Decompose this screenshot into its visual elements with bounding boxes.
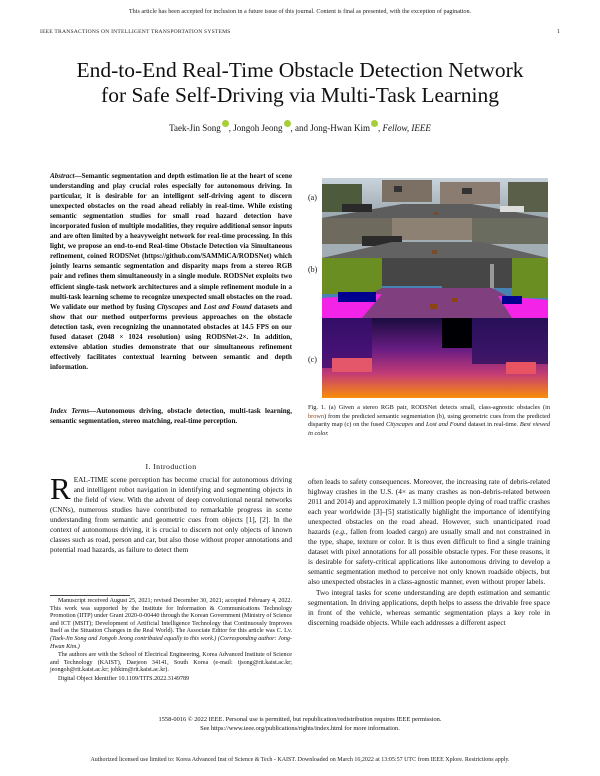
intro-text: EAL-TIME scene perception has become crucial for autonomous driving and intelligent robot navigation in identifying and segmenting objects in the field of view. With the advent of deep convolutional neural networks (CNNs), numerous studies have contributed to remarkable progress in scene understanding from semantic and geometric cues from objects [1], [2]. In the context of autonomous driving, it is crucial to discern not only objects of known classes such as road, person and car, but also those without proper annotations and potential road hazards, as failure to detect them (50, 475, 292, 555)
top-note: This article has been accepted for inclusion in a future issue of this journal. Content is final as presented, with the exception of pagination. (128, 8, 472, 15)
orcid-icon[interactable] (371, 120, 378, 127)
author-2: Jongoh Jeong (233, 123, 283, 133)
right-paragraph-2: Two integral tasks for scene understanding are depth estimation and semantic segmentation. In driving applications, depth helps to assess the drivable free space in front of the vehicle, whereas semantic segmentation plays a key role in discerning roadside objects. While each addresses a different aspect (308, 587, 550, 627)
stereo-rgb-image-2 (322, 218, 548, 258)
figure-label-a: (a) (308, 193, 317, 202)
figure-stereo-rgb-panel (322, 178, 548, 218)
figure-disparity-panel (322, 318, 548, 398)
title-line-1: End-to-End Real-Time Obstacle Detection Network (76, 58, 524, 82)
figure-label-c: (c) (308, 355, 317, 364)
download-note: Authorized licensed use limited to: Korea Advanced Inst of Science & Tech - KAIST. Downloaded on March 16,2022 at 13:05:57 UTC from IEEE Xplore. Restrictions apply. (90, 757, 510, 763)
section-heading: I. Introduction (145, 462, 197, 471)
footnote-rule (50, 595, 130, 596)
semantic-segmentation-image (322, 258, 548, 318)
figure-segmentation-panel (322, 258, 548, 318)
author-3: and Jong-Hwan Kim (295, 123, 371, 133)
title-line-2: for Safe Self-Driving via Multi-Task Learning (101, 83, 499, 107)
footnote-doi: Digital Object Identifier 10.1109/TITS.2022.3149789 (58, 675, 190, 682)
drop-cap: R (50, 471, 71, 506)
abstract-mid: and (187, 302, 204, 311)
abstract-italic-2: Lost and Found (203, 302, 252, 311)
copyright-notice (0, 716, 600, 733)
index-terms: Index Terms—Autonomous driving, obstacle detection, multi-task learning, semantic segmentation, stereo matching, real-time perception. (50, 407, 293, 426)
abstract-label: Abstract (50, 172, 75, 180)
intro-paragraph (50, 471, 292, 555)
abstract-italic-1: Cityscapes (156, 302, 188, 311)
caption-brown-word: brown (308, 412, 325, 420)
page-number: 1 (557, 29, 560, 35)
abstract: Abstract—Semantic segmentation and depth estimation lie at the heart of scene understanding and play crucial roles especially for autonomous driving. In particular, it is desirable for an intelligent self-driving agent to discern unexpected obstacles on the road ahead reliably in real-time. While existing semantic segmentation studies for small road hazard detection have incorporated fusion of multiple modalities, they require additional sensor inputs and are often limited by a heavyweight network for real-time processing. In this light, we propose an end-to-end Real-time Obstacle Detection via Simultaneous refinement, coined RODSNet (https://github.com/SAMMiCA/RODSNet) which jointly learns semantic segmentation and disparity maps from a stereo RGB pair and refines them simultaneously in a single module. RODSNet exploits two efficient single-task network architectures and a simple refinement module in a multi-task learning scheme to recognize unexpected small obstacles on the road. We validate our method by fusing Cityscapes and Lost and Found datasets and show that our method outperforms previous approaches on the obstacle detection task, even recognizing the unannotated obstacles at 14.5 FPS on our fused dataset (2048 × 1024 resolution) using RODSNet-2×. In addition, extensive ablation studies demonstrate that our simultaneous refinement effectively facilitates contextual learning between semantic and depth information. (50, 172, 292, 371)
running-head: IEEE TRANSACTIONS ON INTELLIGENT TRANSPORTATION SYSTEMS (40, 29, 231, 35)
figure-stereo-rgb-panel-2 (322, 218, 548, 258)
author-1: Taek-Jin Song (169, 123, 221, 133)
index-terms-label: Index Terms (50, 407, 90, 415)
footnote-affiliation: The authors are with the School of Electrical Engineering, Korea Advanced Institute of Science and Technology (KAIST), Daejeon 34141, South Korea (e-mail: tjsong@rit.kaist.ac.kr; jeongoh@rit.kaist.ac.kr; johkim@rit.kaist.ac.kr). (50, 652, 292, 674)
index-terms-text: Autonomous driving, obstacle detection, multi-task learning, semantic segmentation, stereo matching, real-time perception. (50, 407, 293, 426)
right-column-text (308, 477, 550, 628)
right-paragraph-1: often leads to safety consequences. Moreover, the increasing rate of debris-related highway crashes in the U.S. (4× as many crashes as non-debris-related between 2011 and 2014) and approximately 1.3 million people dying of road traffic crashes each year worldwide [3]–[5] statistically highlight the importance of identifying unexpected obstacles on the road ahead. However, such unanticipated road hazards (e.g., fallen from loaded cargo) are usually small and not constrained in the type, shape, texture or color. It is thus even difficult to find a single training dataset with pixel annotations for all possible obstacle types. For these reasons, it is desirable for safety-critical applications like autonomous driving to develop a semantic segmentation method to perceive not only known roadside objects, but also unexpected obstacles in a class-agnostic manner, even without proper labels. (308, 477, 550, 587)
abstract-text: Semantic segmentation and depth estimation lie at the heart of scene understanding and play crucial roles especially for autonomous driving. In particular, it is desirable for an intelligent self-driving agent to discern unexpected obstacles on the road ahead reliably in real-time. While existing semantic segmentation studies for small road hazard detection have incorporated fusion of multiple modalities, they require additional sensor inputs and are often limited by a heavyweight network for real-time processing. In this light, we propose an end-to-end Real-time Obstacle Detection via Simultaneous refinement, coined RODSNet (https://github.com/SAMMiCA/RODSNet) which jointly learns semantic segmentation and disparity maps from a stereo RGB pair and refines them simultaneously in a single module. RODSNet exploits two efficient single-task network architectures and a simple refinement module in a multi-task learning scheme to recognize unexpected small obstacles on the road. We validate our method by fusing (50, 172, 292, 311)
footnotes (50, 598, 292, 685)
stereo-rgb-image (322, 178, 548, 218)
authors: Taek-Jin Song , Jongoh Jeong , and Jong-Hwan Kim , Fellow, IEEE (30, 120, 570, 133)
figure-label-b: (b) (308, 265, 318, 274)
orcid-icon[interactable] (222, 120, 229, 127)
copyright-line-1: 1558-0016 © 2022 IEEE. Personal use is permitted, but republication/redistribution requires IEEE permission. (158, 716, 442, 723)
paper-title (30, 58, 570, 108)
disparity-map-image (322, 318, 548, 398)
copyright-line-2: See https://www.ieee.org/publications/rights/index.html for more information. (200, 724, 400, 732)
footnote-manuscript: Manuscript received August 25, 2021; revised December 30, 2021; accepted February 4, 2022. This work was supported by the Institute for Information & Communications Technology Promotion (IITP) under Grant 2020-0-00440 through the Korean Government (Ministry of Science and ICT (MSIT); Development of Artificial Intelligence Technology that Continuously Improves Itself as the Situation Changes in the Real World). The Associate Editor for this article was C. Lv. (Taek-Jin Song and Jongoh Jeong contributed equally to this work.) (Corresponding author: Jong-Hwan Kim.) (50, 598, 292, 650)
abstract-text-2: datasets and show that our method outperforms previous approaches on the obstacle detection task, even recognizing the unannotated obstacles at 14.5 FPS on our fused dataset (2048 × 1024 resolution) using RODSNet-2×. In addition, extensive ablation studies demonstrate that our simultaneous refinement effectively facilitates contextual learning between semantic and depth information. (50, 302, 292, 371)
figure-caption: Fig. 1. (a) Given a stereo RGB pair, RODSNet detects small, class-agnostic obstacles (in brown) from the predicted semantic segmentation (b), using geometric cues from the predicted disparity map (c) on the fused Cityscapes and Lost and Found dataset in real-time. Best viewed in color. (308, 404, 550, 437)
orcid-icon[interactable] (284, 120, 291, 127)
author-3-suffix: Fellow, IEEE (382, 123, 431, 133)
